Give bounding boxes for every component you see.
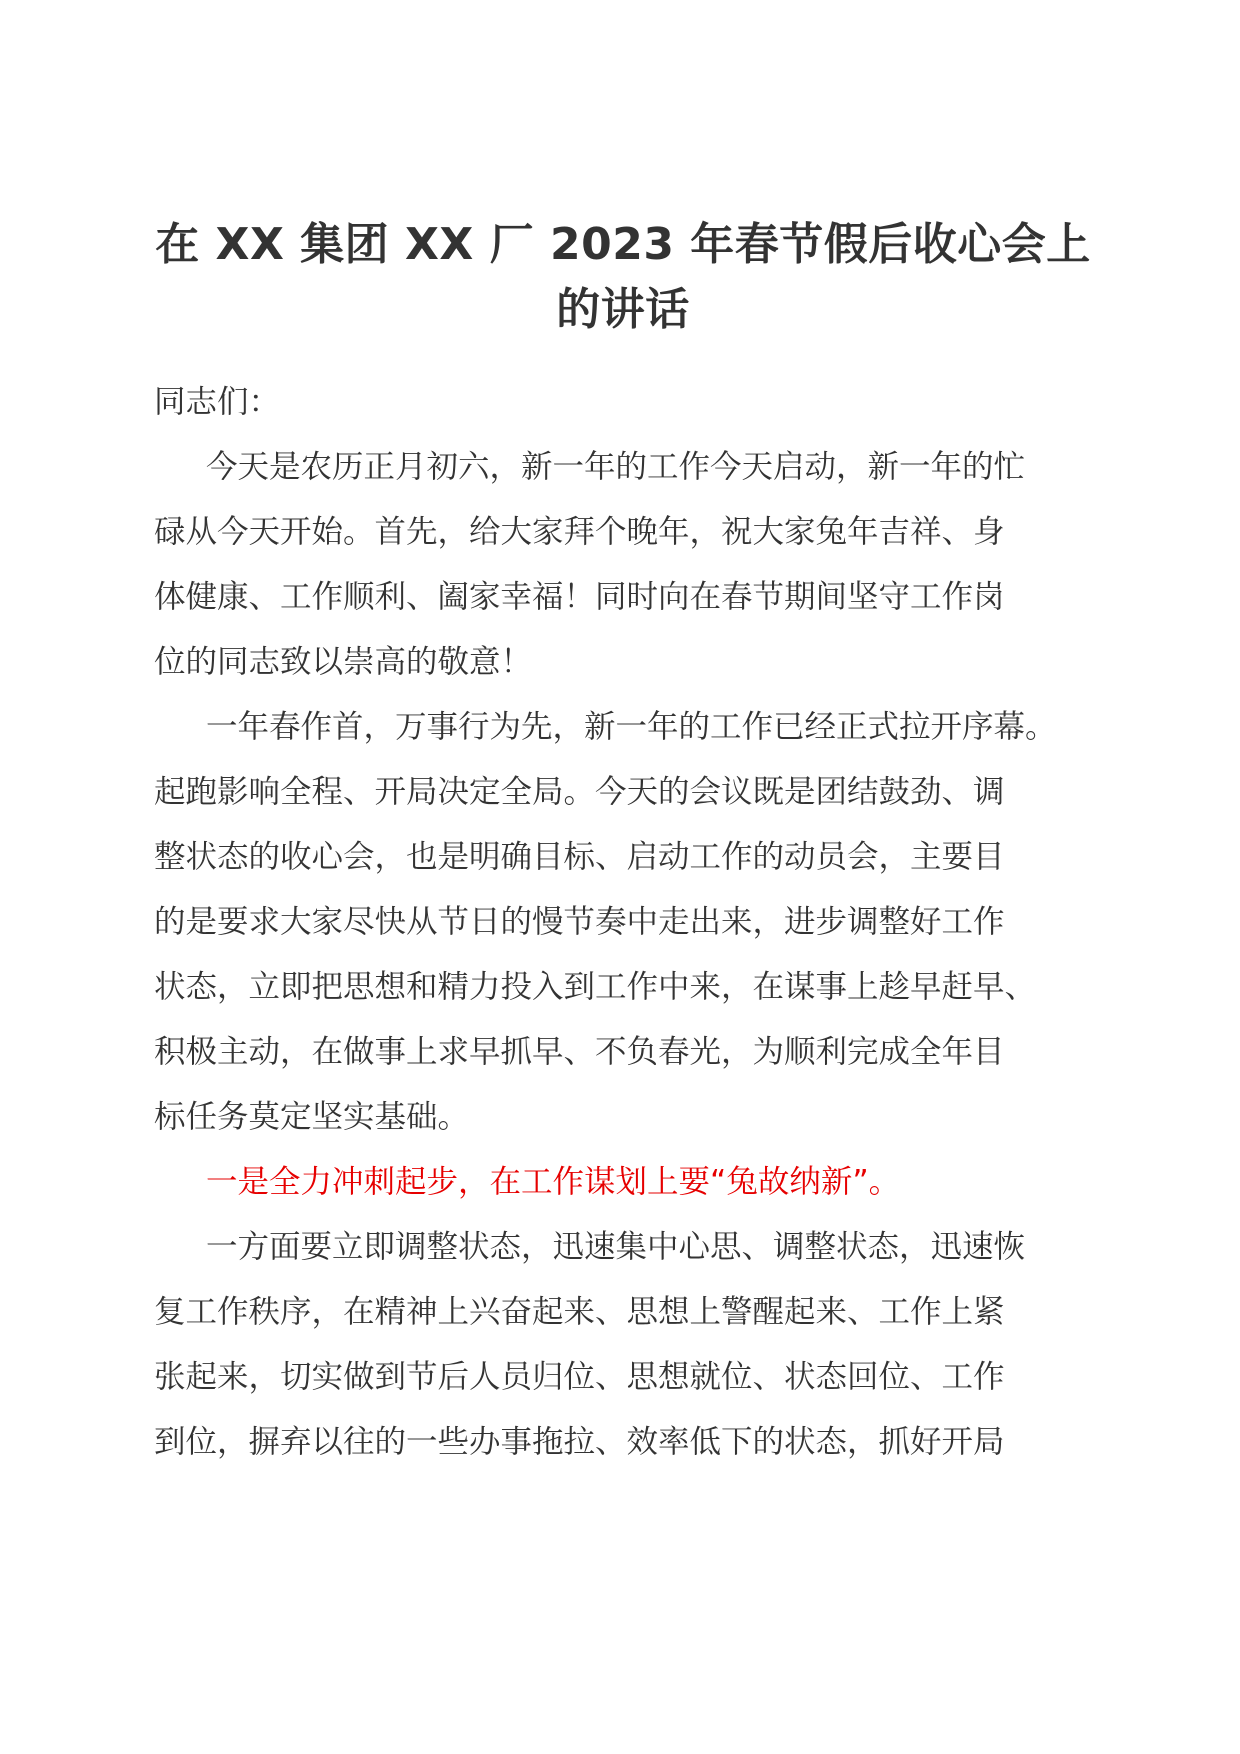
text-line: 复工作秩序，在精神上兴奋起来、思想上警醒起来、工作上紧 xyxy=(154,1294,1005,1330)
paragraph-intro xyxy=(154,695,1092,1150)
text-line: 张起来，切实做到节后人员归位、思想就位、状态回位、工作 xyxy=(154,1359,1005,1395)
text-line: 积极主动，在做事上求早抓早、不负春光，为顺利完成全年目 xyxy=(154,1034,1005,1070)
document-title xyxy=(154,212,1092,342)
salutation: 同志们： xyxy=(154,384,281,420)
text-line: 今天是农历正月初六，新一年的工作今天启动，新一年的忙 xyxy=(206,449,1026,485)
text-line: 到位，摒弃以往的一些办事拖拉、效率低下的状态，抓好开局 xyxy=(154,1424,1005,1460)
section-heading: 一是全力冲刺起步，在工作谋划上要“兔故纳新”。 xyxy=(206,1164,901,1200)
text-line: 状态，立即把思想和精力投入到工作中来，在谋事上趁早赶早、 xyxy=(154,969,1037,1005)
document-body xyxy=(154,212,1092,1475)
paragraph-greeting xyxy=(154,435,1092,695)
text-line: 起跑影响全程、开局决定全局。今天的会议既是团结鼓劲、调 xyxy=(154,774,1005,810)
text-line: 一年春作首，万事行为先，新一年的工作已经正式拉开序幕。 xyxy=(206,709,1057,745)
text-line: 碌从今天开始。首先，给大家拜个晚年，祝大家兔年吉祥、身 xyxy=(154,514,1005,550)
text-line: 标任务莫定坚实基础。 xyxy=(154,1099,470,1135)
text-line: 位的同志致以崇高的敬意！ xyxy=(154,644,533,680)
title-line: 在 XX 集团 XX 厂 2023 年春节假后收心会上 xyxy=(155,219,1091,270)
text-line: 整状态的收心会，也是明确目标、启动工作的动员会，主要目 xyxy=(154,839,1005,875)
text-line: 的是要求大家尽快从节日的慢节奏中走出来，进步调整好工作 xyxy=(154,904,1005,940)
title-line: 的讲话 xyxy=(556,284,690,335)
text-line: 体健康、工作顺利、阖家幸福！同时向在春节期间坚守工作岗 xyxy=(154,579,1005,615)
paragraph-section1 xyxy=(154,1215,1092,1475)
text-line: 一方面要立即调整状态，迅速集中心思、调整状态，迅速恢 xyxy=(206,1229,1026,1265)
